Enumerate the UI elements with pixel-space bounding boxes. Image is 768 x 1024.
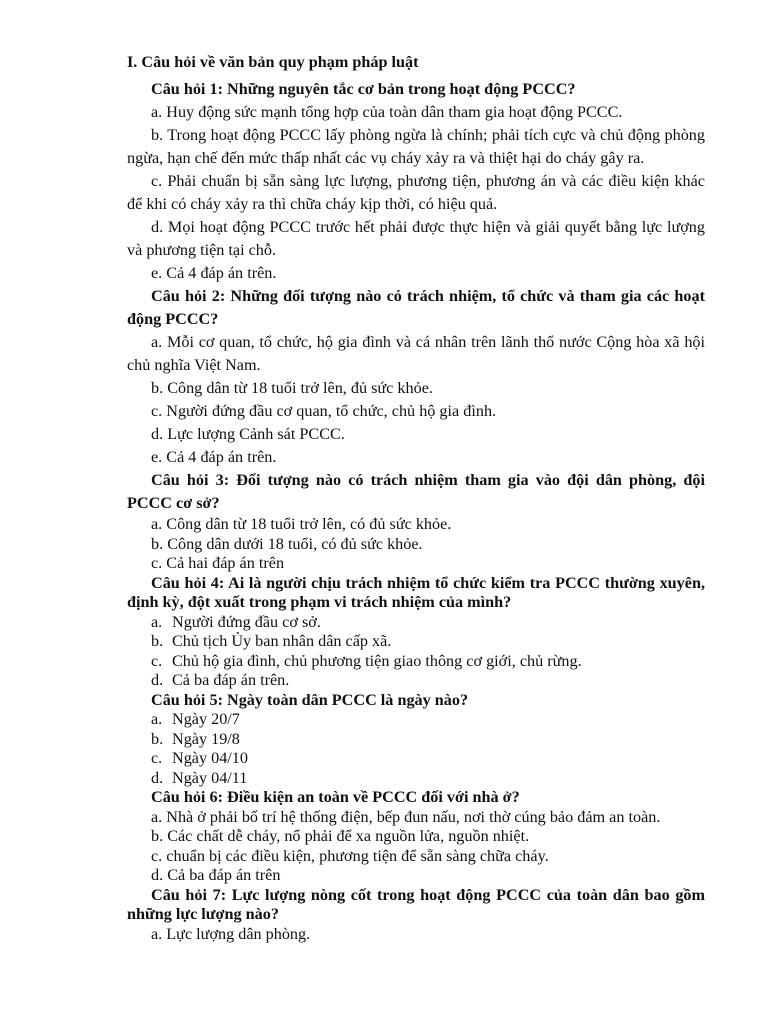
question-title: Câu hỏi 6: Điều kiện an toàn về PCCC đối với nhà ở? — [151, 788, 520, 806]
question-title: Câu hỏi 4: Ai là người chịu trách nhiệm tổ chức kiểm tra PCCC thường xuyên, định kỳ, đột xuất trong phạm vi trách nhiệm của mình? — [127, 573, 705, 611]
option-letter: d. — [151, 671, 164, 689]
question-block-5 — [127, 691, 705, 789]
answer-option: b. Trong hoạt động PCCC lấy phòng ngừa là chính; phải tích cực và chủ động phòng ngừa, hạn chế đến mức thấp nhất các vụ cháy xảy ra và thiệt hại do cháy gây ra. — [127, 126, 705, 167]
answer-option — [127, 671, 705, 691]
answer-option: a. Mỗi cơ quan, tổ chức, hộ gia đình và cá nhân trên lãnh thổ nước Cộng hòa xã hội chủ nghĩa Việt Nam. — [127, 333, 705, 374]
option-letter: b. — [151, 632, 164, 650]
answer-option: e. Cả 4 đáp án trên. — [151, 448, 277, 466]
question-block-1 — [127, 78, 705, 285]
option-text: Ngày 04/10 — [172, 749, 248, 767]
option-letter: d. — [151, 768, 164, 787]
question-title: Câu hỏi 1: Những nguyên tắc cơ bản trong hoạt động PCCC? — [151, 80, 576, 98]
question-block-4 — [127, 574, 705, 691]
answer-option — [127, 730, 705, 750]
answer-option — [127, 613, 705, 633]
answer-option: e. Cả 4 đáp án trên. — [151, 264, 277, 282]
answer-option — [127, 749, 705, 769]
answer-option: a. Công dân từ 18 tuổi trở lên, có đủ sức khỏe. — [151, 515, 452, 533]
question-title: Câu hỏi 3: Đối tượng nào có trách nhiệm tham gia vào đội dân phòng, đội PCCC cơ sở? — [127, 471, 705, 512]
answer-option — [127, 632, 705, 652]
option-text: Người đứng đầu cơ sở. — [172, 612, 321, 631]
option-letter: b. — [151, 729, 164, 748]
option-text: Ngày 20/7 — [172, 710, 240, 728]
answer-option: a. Nhà ở phải bố trí hệ thống điện, bếp đun nấu, nơi thờ cúng bảo đảm an toàn. — [151, 807, 661, 826]
answer-option: b. Công dân dưới 18 tuổi, có đủ sức khỏe. — [151, 534, 423, 553]
question-block-3 — [127, 469, 705, 574]
answer-option — [127, 652, 705, 672]
option-text: Ngày 04/11 — [172, 768, 248, 787]
answer-option: c. Phải chuẩn bị sẵn sàng lực lượng, phương tiện, phương án và các điều kiện khác để khi có cháy xảy ra thì chữa cháy kịp thời, có hiệu quả. — [127, 172, 705, 213]
answer-option: a. Huy động sức mạnh tổng hợp của toàn dân tham gia hoạt động PCCC. — [151, 103, 623, 121]
answer-option — [127, 710, 705, 730]
question-block-6 — [127, 788, 705, 886]
question-title: Câu hỏi 2: Những đối tượng nào có trách nhiệm, tổ chức và tham gia các hoạt động PCCC? — [127, 287, 705, 328]
section-title: I. Câu hỏi về văn bản quy phạm pháp luật — [127, 53, 419, 71]
option-letter: c. — [151, 651, 163, 670]
answer-option: a. Lực lượng dân phòng. — [151, 924, 311, 943]
answer-option: c. chuẩn bị các điều kiện, phương tiện để sẵn sàng chữa cháy. — [151, 846, 549, 865]
answer-option: c. Cả hai đáp án trên — [151, 554, 285, 572]
question-block-7 — [127, 886, 705, 945]
answer-option — [127, 769, 705, 789]
document-page — [127, 50, 705, 944]
answer-option: d. Cả ba đáp án trên — [151, 866, 281, 884]
option-letter: a. — [151, 710, 163, 728]
option-text: Cả ba đáp án trên. — [172, 671, 290, 689]
option-letter: c. — [151, 749, 163, 767]
option-text: Chủ tịch Ủy ban nhân dân cấp xã. — [172, 632, 392, 650]
option-text: Ngày 19/8 — [172, 729, 240, 748]
question-block-2 — [127, 285, 705, 469]
option-text: Chủ hộ gia đình, chủ phương tiện giao thông cơ giới, chủ rừng. — [172, 651, 582, 670]
answer-option: d. Mọi hoạt động PCCC trước hết phải được thực hiện và giải quyết bằng lực lượng và phương tiện tại chỗ. — [127, 218, 705, 259]
answer-option: c. Người đứng đầu cơ quan, tổ chức, chủ hộ gia đình. — [151, 402, 497, 420]
question-title: Câu hỏi 7: Lực lượng nòng cốt trong hoạt động PCCC của toàn dân bao gồm những lực lượng nào? — [127, 885, 705, 923]
answer-option: b. Các chất dễ cháy, nổ phải để xa nguồn lửa, nguồn nhiệt. — [151, 827, 530, 845]
question-title: Câu hỏi 5: Ngày toàn dân PCCC là ngày nào? — [151, 690, 469, 709]
answer-option: b. Công dân từ 18 tuổi trở lên, đủ sức khỏe. — [151, 379, 433, 397]
option-letter: a. — [151, 612, 163, 631]
answer-option: d. Lực lượng Cảnh sát PCCC. — [151, 425, 345, 443]
